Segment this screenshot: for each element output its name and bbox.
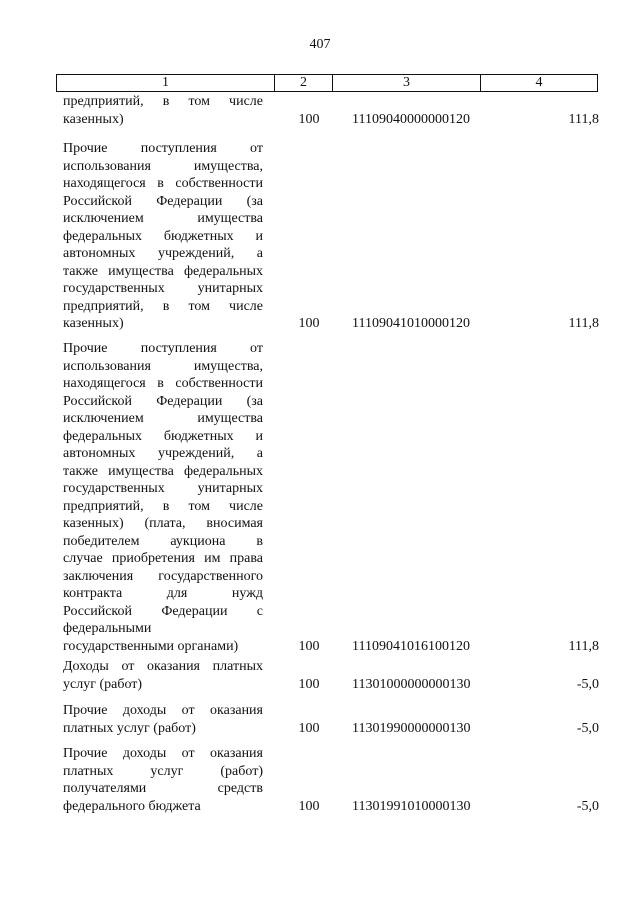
row-col2: 100 xyxy=(298,798,320,814)
row-code: 11301991010000130 xyxy=(352,798,471,814)
column-header-2: 2 xyxy=(275,75,333,92)
row-description: Прочие поступления от использования имущества, находящегося в собственности Российской Федерации (за исключением имущества федеральных бюджетных и автономных учреждений, а также имущества федеральных государственных унитарных предприятий, в том числе казенных) xyxy=(63,141,263,331)
row-amount: -5,0 xyxy=(576,798,599,814)
row-col2: 100 xyxy=(298,676,320,692)
row-code: 11109041010000120 xyxy=(352,316,470,331)
column-header-1: 1 xyxy=(57,75,275,92)
table-row xyxy=(0,140,640,335)
row-description: предприятий, в том числе казенных) xyxy=(63,94,263,127)
row-amount: 111,8 xyxy=(568,638,599,654)
row-col2: 100 xyxy=(298,111,320,127)
table-row xyxy=(0,93,640,129)
row-code: 11109041016100120 xyxy=(352,638,470,654)
row-col2: 100 xyxy=(298,316,320,331)
row-description: Прочие доходы от оказания платных услуг (работ) xyxy=(63,703,263,736)
table-row xyxy=(0,702,640,738)
row-description: Прочие доходы от оказания платных услуг (работ) получателями средств федерального бюджета xyxy=(63,746,263,814)
row-amount: -5,0 xyxy=(576,720,599,736)
row-description: Доходы от оказания платных услуг (работ) xyxy=(63,659,263,692)
row-col2: 100 xyxy=(298,720,320,736)
table-row xyxy=(0,340,640,652)
row-description: Прочие поступления от использования имущества, находящегося в собственности Российской Федерации (за исключением имущества федеральных бюджетных и автономных учреждений, а также имущества федеральных государственных унитарных предприятий, в том числе казенных) (плата, вносимая победителем аукциона в случае приобретения им права заключения государственного контракта для нужд Российской Федерации с федеральными государственными органами) xyxy=(63,341,263,654)
column-header-4: 4 xyxy=(481,75,598,92)
row-code: 11301990000000130 xyxy=(352,720,471,736)
column-header-3: 3 xyxy=(333,75,481,92)
row-amount: -5,0 xyxy=(576,676,599,692)
table-row xyxy=(0,745,640,817)
row-col2: 100 xyxy=(298,638,320,654)
column-header-table xyxy=(56,74,598,92)
row-amount: 111,8 xyxy=(568,111,599,127)
table-row xyxy=(0,658,640,694)
page-number: 407 xyxy=(309,37,331,52)
row-code: 11301000000000130 xyxy=(352,676,471,692)
row-code: 11109040000000120 xyxy=(352,111,470,127)
row-amount: 111,8 xyxy=(568,316,599,331)
